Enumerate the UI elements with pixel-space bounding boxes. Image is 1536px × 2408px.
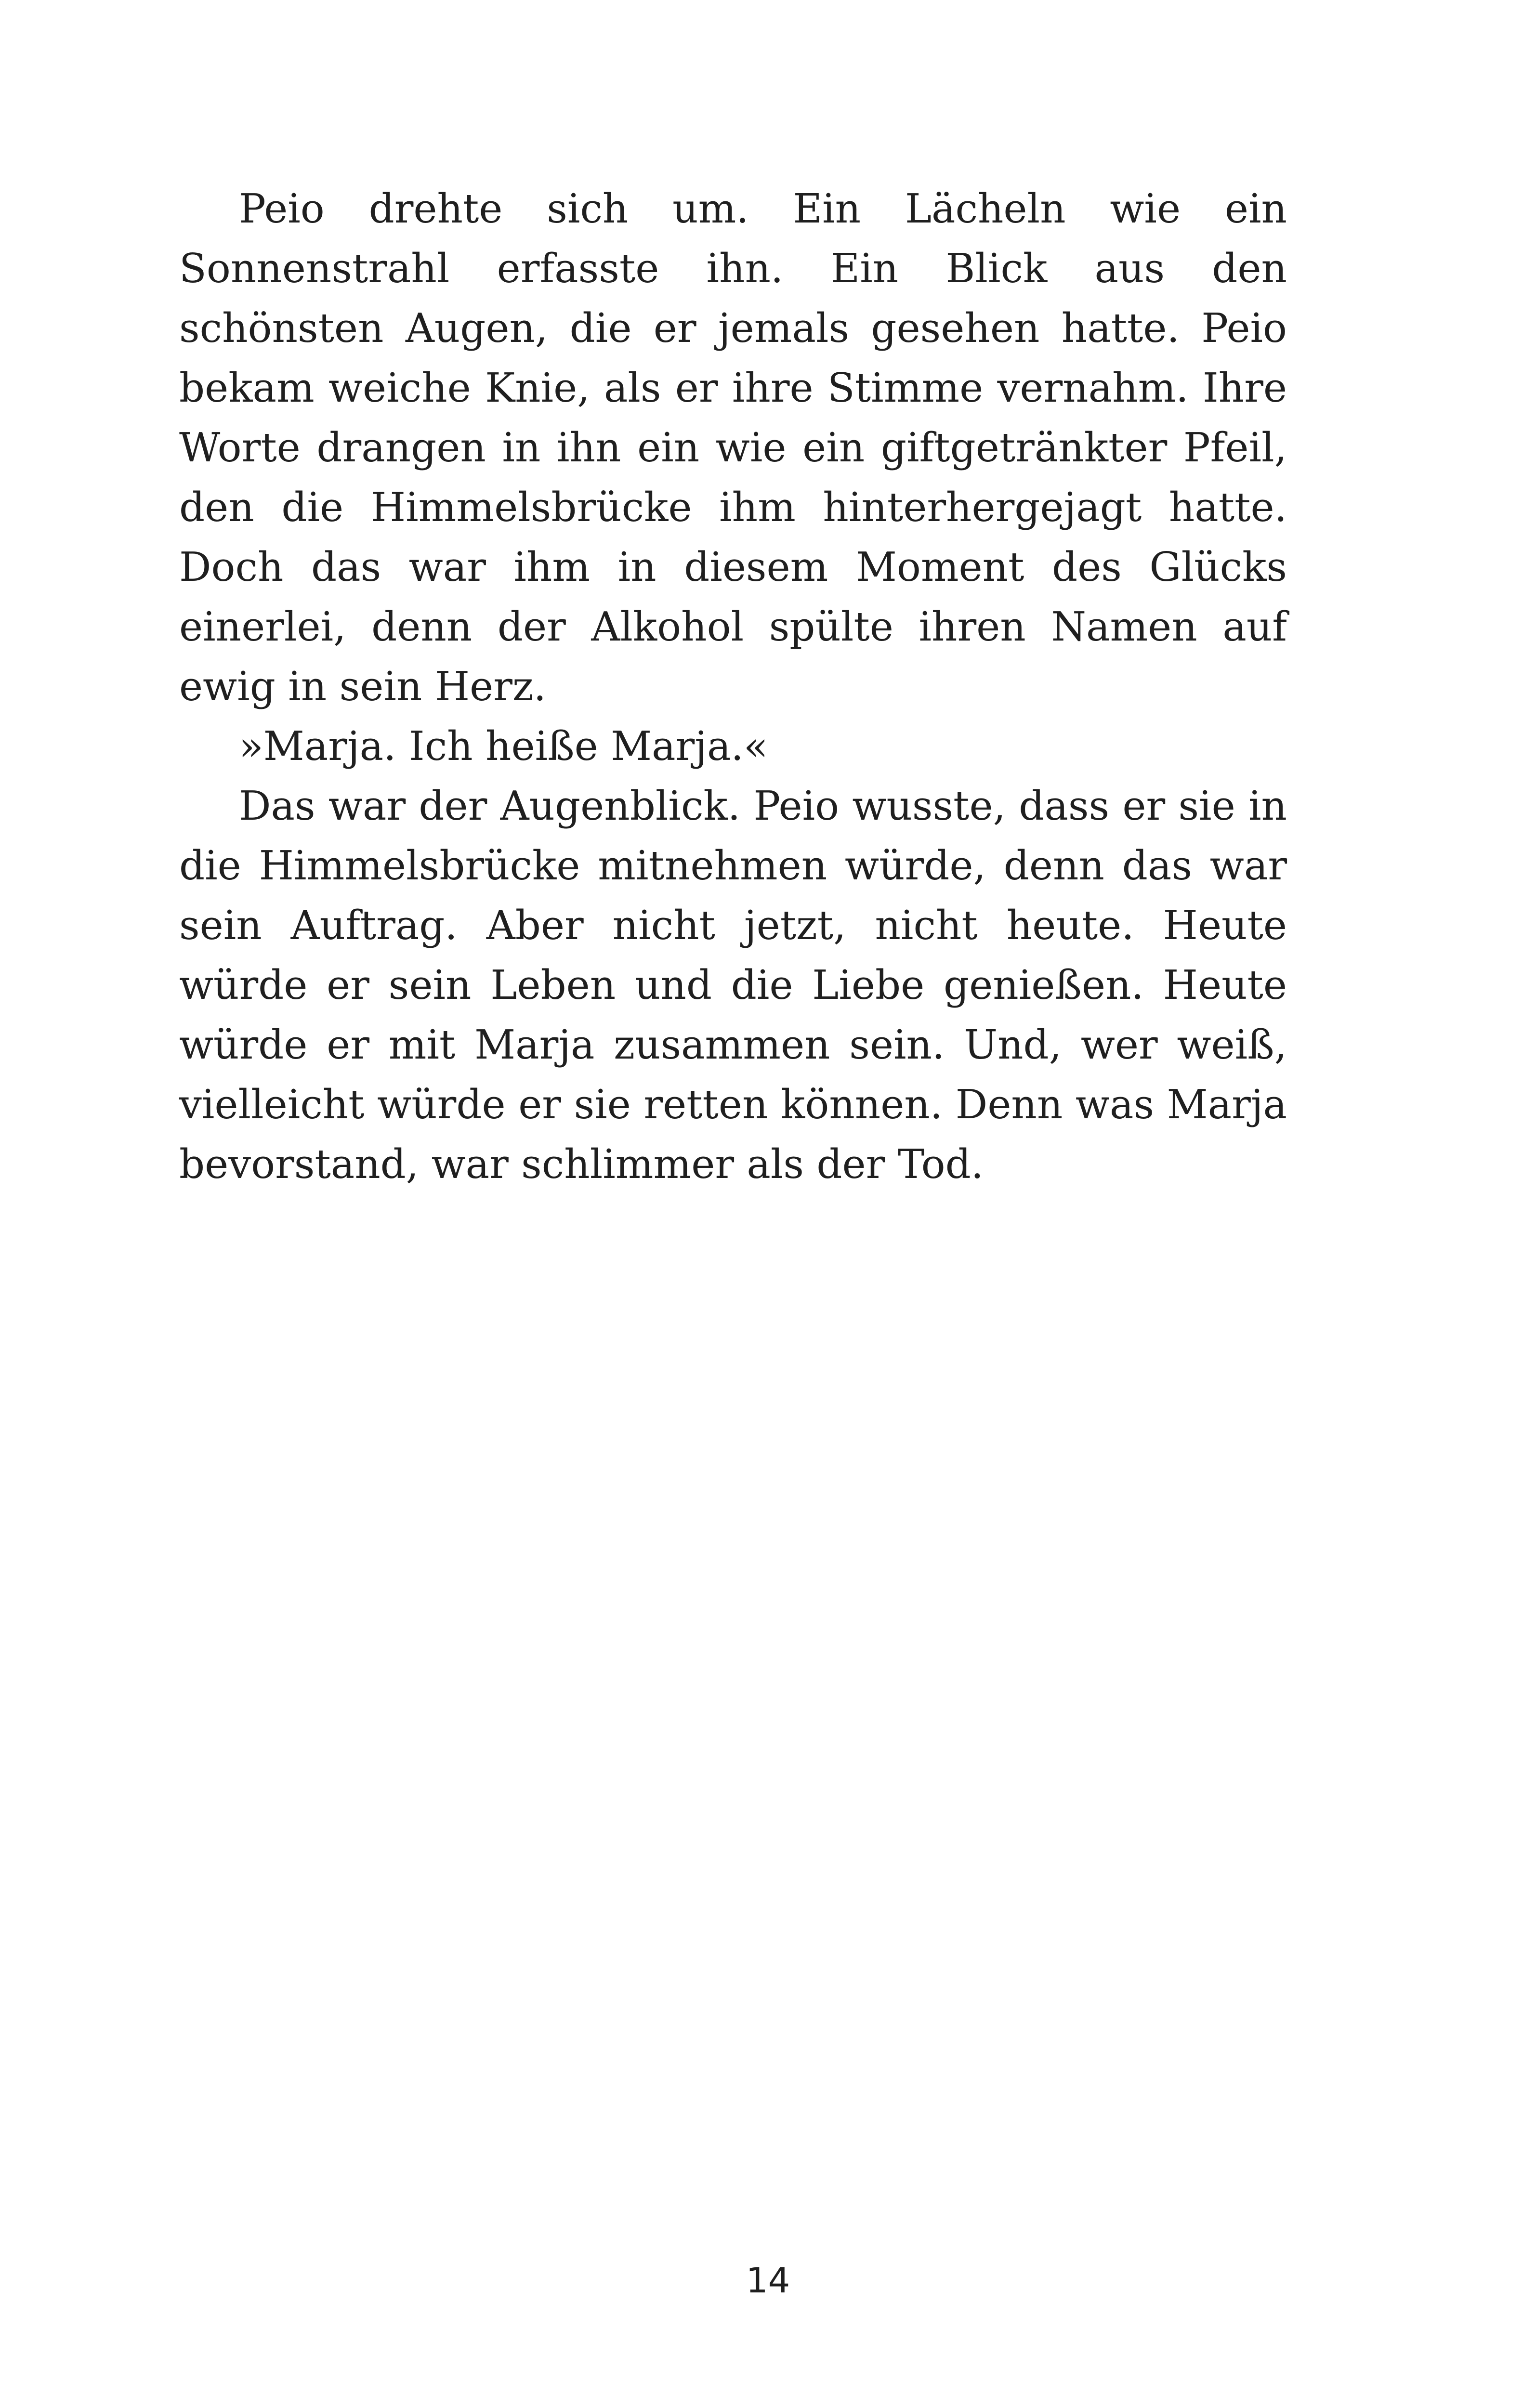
paragraph: »Marja. Ich heiße Marja.« bbox=[239, 723, 768, 770]
paragraph: Peio drehte sich um. Ein Lächeln wie ein Sonnenstrahl erfasste ihn. Ein Blick aus den schönsten Augen, die er jemals gesehen hatte. Peio bekam weiche Knie, als er ihre Stimme vernahm. Ihre Worte drangen in ihn ein wie ein giftgetränkter Pfeil, den die Himmelsbrücke ihm hinterhergejagt hatte. Doch das war ihm in diesem Moment des Glücks einerlei, denn der Alkohol spülte ihren Namen auf ewig in sein Herz. bbox=[179, 185, 1287, 710]
page-number: 14 bbox=[746, 2260, 790, 2301]
paragraph: Das war der Augenblick. Peio wusste, dass er sie in die Himmelsbrücke mitnehmen würde, denn das war sein Auftrag. Aber nicht jetzt, nicht heute. Heute würde er sein Leben und die Liebe genießen. Heute würde er mit Marja zusammen sein. Und, wer weiß, vielleicht würde er sie retten können. Denn was Marja bevorstand, war schlimmer als der Tod. bbox=[179, 783, 1287, 1188]
body-text bbox=[179, 179, 1287, 1194]
